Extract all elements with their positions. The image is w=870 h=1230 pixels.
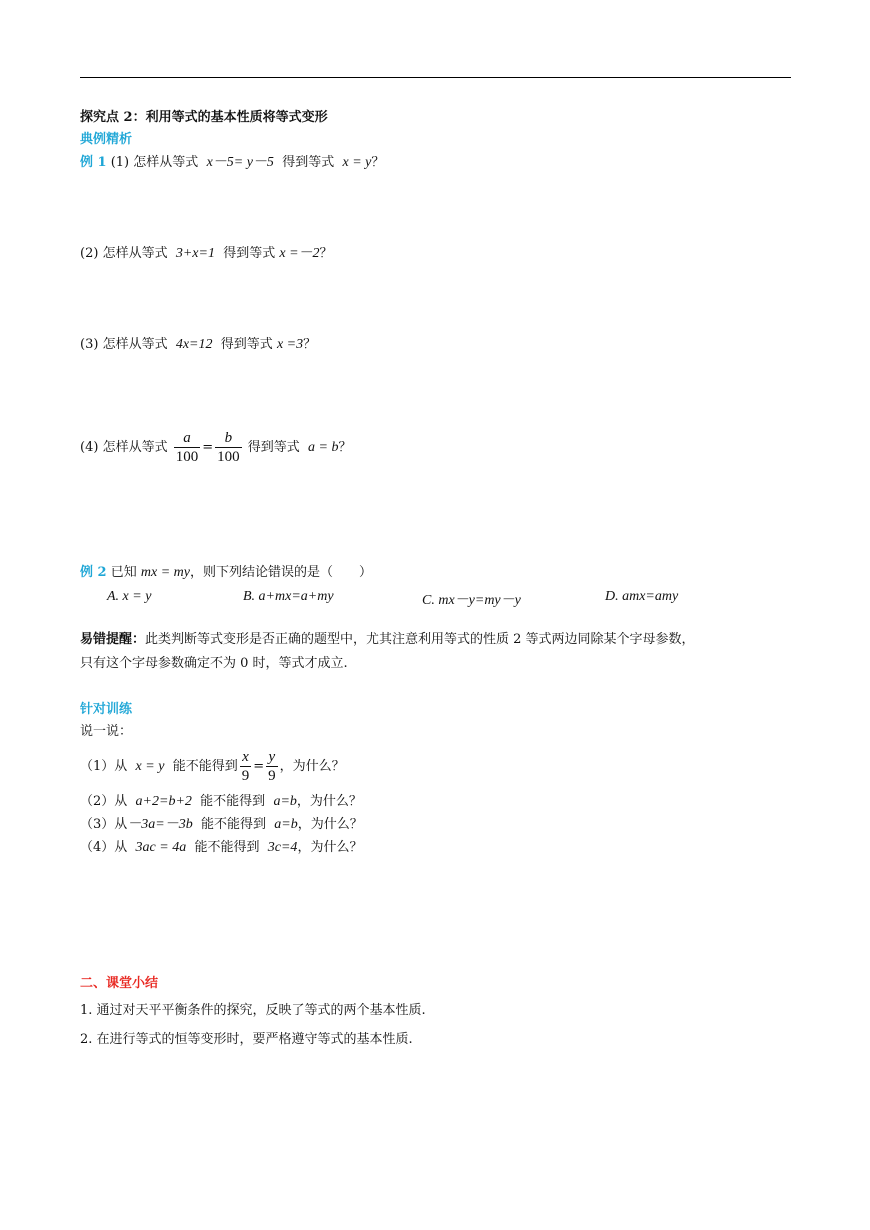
p1-equals: = — [253, 759, 265, 774]
q2-result: x =－2 — [279, 246, 320, 261]
section-title: 探究点 2：利用等式的基本性质将等式变形 — [80, 110, 328, 125]
p3-mid: 能不能得到 — [201, 817, 267, 832]
practice-p2 — [80, 794, 362, 810]
q4-fraction-b — [215, 429, 242, 466]
option-c: C. mx－y=my－y — [422, 593, 521, 608]
warning-line2: 只有这个字母参数确定不为 0 时，等式才成立. — [80, 656, 348, 671]
p3-result: a=b — [274, 817, 298, 832]
q1-equation: x－5= y－5 — [206, 155, 274, 170]
q4-pre: 怎样从等式 — [102, 440, 168, 455]
warning-note — [80, 628, 795, 676]
p1-fraction-x — [240, 748, 252, 785]
example1-q2 — [80, 246, 333, 262]
p4-end: ，为什么？ — [297, 840, 363, 855]
p1-frac1-numerator: x — [240, 748, 252, 767]
example2-question — [80, 565, 372, 581]
p4-num: （4）从 — [80, 840, 128, 855]
q1-num: (1) — [110, 155, 130, 170]
p1-end: ，为什么？ — [279, 759, 345, 774]
example2-equation: mx = my — [140, 565, 190, 580]
warning-label: 易错提醒： — [80, 632, 146, 647]
example2-pre: 已知 — [110, 565, 137, 580]
p1-equation: x = y — [135, 759, 165, 774]
p4-mid: 能不能得到 — [194, 840, 260, 855]
practice-p3 — [80, 817, 363, 833]
q1-pre: 怎样从等式 — [133, 155, 199, 170]
option-b: B. a+mx=a+my — [243, 589, 334, 604]
q4-result: a = b — [308, 440, 339, 455]
option-d: D. amx=amy — [605, 589, 679, 604]
p2-equation: a+2=b+2 — [135, 794, 192, 809]
q4-mid: 得到等式 — [247, 440, 300, 455]
p2-num: （2）从 — [80, 794, 128, 809]
q1-mid: 得到等式 — [282, 155, 335, 170]
top-rule — [80, 77, 791, 78]
p2-result: a=b — [273, 794, 297, 809]
p1-num: （1）从 — [80, 759, 128, 774]
q4-end: ？ — [338, 440, 352, 455]
p4-result: 3c=4 — [267, 840, 298, 855]
p1-frac1-denominator: 9 — [241, 768, 250, 784]
q2-mid: 得到等式 — [223, 246, 276, 261]
practice-p4 — [80, 840, 362, 856]
section-subhead: 典例精析 — [80, 132, 133, 147]
q4-frac1-numerator: a — [174, 429, 201, 448]
p1-fraction-y — [266, 748, 278, 785]
practice-p1 — [80, 747, 345, 787]
q1-result: x = y — [342, 155, 372, 170]
q2-num: (2) — [80, 246, 99, 261]
summary-item-2: 2. 在进行等式的恒等变形时，要严格遵守等式的基本性质. — [80, 1032, 413, 1047]
example2-post: ，则下列结论错误的是（ ） — [189, 565, 372, 580]
q3-pre: 怎样从等式 — [102, 337, 168, 352]
p3-num: （3）从 — [80, 817, 128, 832]
q3-end: ？ — [303, 337, 317, 352]
p4-equation: 3ac = 4a — [135, 840, 187, 855]
example1-q4 — [80, 428, 352, 468]
p3-equation: －3a=－3b — [127, 817, 193, 832]
option-a: A. x = y — [107, 589, 152, 604]
p2-end: ，为什么？ — [296, 794, 362, 809]
p2-mid: 能不能得到 — [200, 794, 266, 809]
q3-result: x =3 — [276, 337, 304, 352]
q2-end: ？ — [319, 246, 333, 261]
practice-title: 针对训练 — [80, 702, 133, 717]
q2-equation: 3+x=1 — [175, 246, 215, 261]
q4-frac2-numerator: b — [215, 429, 242, 448]
q3-equation: 4x=12 — [175, 337, 213, 352]
example2-label: 例 2 — [80, 565, 107, 580]
p3-end: ，为什么？ — [297, 817, 363, 832]
q4-frac2-denominator: 100 — [217, 449, 240, 465]
q3-mid: 得到等式 — [220, 337, 273, 352]
practice-intro: 说一说： — [80, 724, 133, 739]
q4-frac1-denominator: 100 — [175, 449, 199, 465]
summary-title: 二、课堂小结 — [80, 976, 159, 991]
example1-q3 — [80, 337, 316, 353]
p1-frac2-numerator: y — [266, 748, 278, 767]
q4-equals: = — [202, 440, 214, 455]
example1-q1 — [80, 155, 384, 171]
warning-line1: 此类判断等式变形是否正确的题型中，尤其注意利用等式的性质 2 等式两边同除某个字母参数， — [145, 632, 695, 647]
p1-mid: 能不能得到 — [172, 759, 238, 774]
p1-frac2-denominator: 9 — [268, 768, 276, 784]
q4-num: (4) — [80, 440, 99, 455]
q2-pre: 怎样从等式 — [102, 246, 168, 261]
q1-end: ？ — [371, 155, 385, 170]
example1-label: 例 1 — [80, 155, 107, 170]
summary-item-1: 1. 通过对天平平衡条件的探究，反映了等式的两个基本性质. — [80, 1003, 426, 1018]
q4-fraction-a — [174, 429, 201, 466]
q3-num: (3) — [80, 337, 99, 352]
